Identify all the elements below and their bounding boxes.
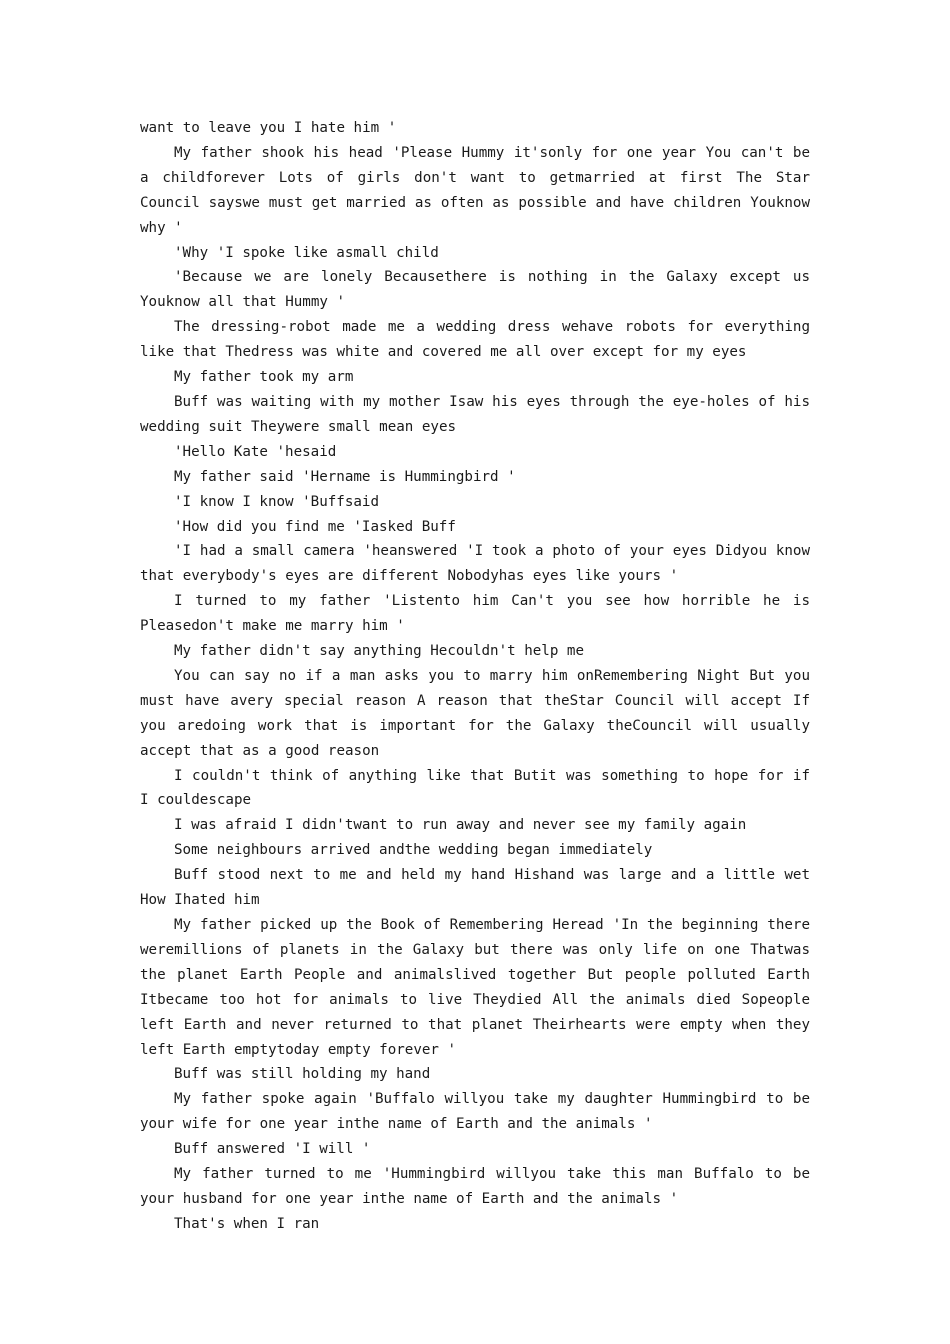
- paragraph: Buff was still holding my hand: [174, 1066, 431, 1083]
- paragraph: want to leave you I hate him ': [140, 120, 397, 136]
- paragraph: 'Why 'I spoke like asmall child: [174, 244, 439, 261]
- paragraph: Some neighbours arrived andthe wedding began immediately: [174, 842, 653, 859]
- paragraph: I couldn't think of anything like that Butit was something to hope for if I couldescape: [140, 767, 810, 809]
- document-page: [140, 116, 810, 1237]
- paragraph: I turned to my father 'Listento him Can't you see how horrible he is Pleasedon't make me marry him ': [140, 593, 810, 635]
- paragraph: That's when I ran: [174, 1215, 320, 1232]
- paragraph: You can say no if a man asks you to marry him onRemembering Night But you must have avery special reason A reason that theStar Council will accept If you aredoing work that is important for the Galaxy theCouncil will usually accept that as a good reason: [140, 667, 810, 759]
- paragraph: Buff stood next to me and held my hand Hishand was large and a little wet How Ihated him: [140, 867, 810, 909]
- paragraph: My father picked up the Book of Remembering Heread 'In the beginning there weremillions of planets in the Galaxy but there was only life on one Thatwas the planet Earth People and animalslived together But people polluted Earth Itbecame too hot for animals to live Theydied All the animals died Sopeople left Earth and never returned to that planet Theirhearts were empty when they left Earth emptytoday empty forever ': [140, 917, 810, 1058]
- paragraph: Buff answered 'I will ': [174, 1141, 371, 1158]
- paragraph: My father spoke again 'Buffalo willyou take my daughter Hummingbird to be your wife for one year inthe name of Earth and the animals ': [140, 1091, 810, 1133]
- paragraph: 'Hello Kate 'hesaid: [174, 443, 337, 460]
- paragraph: 'I had a small camera 'heanswered 'I took a photo of your eyes Didyou know that everybody's eyes are different Nobodyhas eyes like yours ': [140, 543, 810, 585]
- paragraph: Buff was waiting with my mother Isaw his eyes through the eye-holes of his wedding suit Theywere small mean eyes: [140, 393, 810, 435]
- paragraph: 'How did you find me 'Iasked Buff: [174, 518, 456, 535]
- paragraph: My father took my arm: [174, 369, 354, 386]
- paragraph: My father turned to me 'Hummingbird willyou take this man Buffalo to be your husband for one year inthe name of Earth and the animals ': [140, 1166, 810, 1207]
- paragraph: The dressing-robot made me a wedding dress wehave robots for everything like that Thedress was white and covered me all over except for my eyes: [140, 319, 810, 361]
- paragraph: 'I know I know 'Buffsaid: [174, 493, 379, 510]
- paragraph: My father said 'Hername is Hummingbird ': [174, 468, 516, 485]
- paragraph: My father shook his head 'Please Hummy it'sonly for one year You can't be a childforever Lots of girls don't want to getmarried at first The Star Council sayswe must get married as often as possible and have children Youknow why ': [140, 144, 810, 236]
- paragraph: My father didn't say anything Hecouldn't help me: [174, 643, 584, 660]
- paragraph: I was afraid I didn'twant to run away and never see my family again: [174, 817, 747, 834]
- paragraph: 'Because we are lonely Becausethere is nothing in the Galaxy except us Youknow all that Hummy ': [140, 269, 810, 311]
